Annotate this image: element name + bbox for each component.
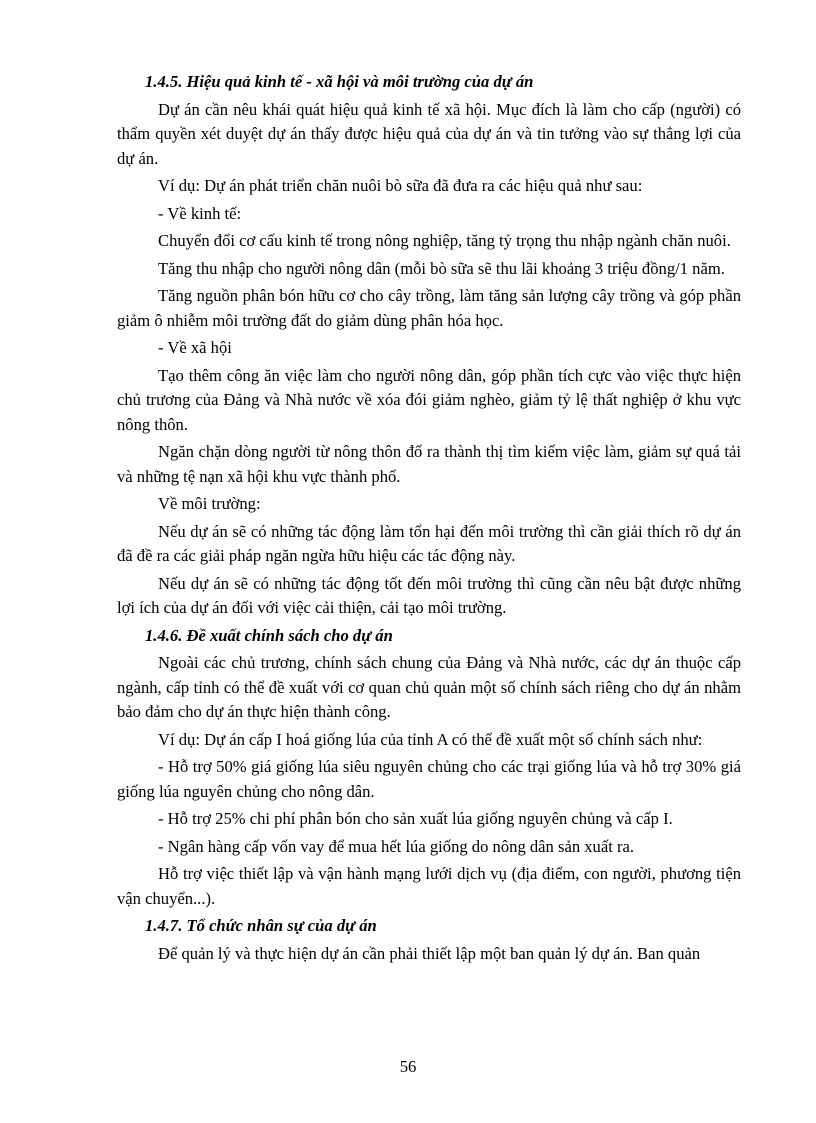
paragraph: - Về kinh tế: [158,203,242,223]
paragraph: Tạo thêm công ăn việc làm cho người nông dân, góp phần tích cực vào việc thực hiện chủ trương của Đảng và Nhà nước về xóa đói giảm nghèo, giảm tỷ lệ thất nghiệp ở khu vực nông thôn. [117,365,741,434]
paragraph: Để quản lý và thực hiện dự án cần phải thiết lập một ban quản lý dự án. Ban quản [158,943,701,963]
section-heading: 1.4.5. Hiệu quả kinh tế - xã hội và môi trường của dự án [145,72,534,91]
paragraph: Ví dụ: Dự án cấp I hoá giống lúa của tỉnh A có thể đề xuất một số chính sách như: [158,729,703,749]
paragraph: - Ngân hàng cấp vốn vay để mua hết lúa giống do nông dân sản xuất ra. [158,836,635,856]
section-1-4-7 [117,914,741,966]
paragraph: Ngăn chặn dòng người từ nông thôn đổ ra thành thị tìm kiếm việc làm, giảm sự quá tải và những tệ nạn xã hội khu vực thành phố. [117,442,741,486]
section-1-4-6 [117,624,741,912]
paragraph: Về môi trường: [158,494,261,513]
section-1-4-5 [117,70,741,621]
paragraph: Nếu dự án sẽ có những tác động làm tổn hại đến môi trường thì cần giải thích rõ dự án đã đề ra các giải pháp ngăn ngừa hữu hiệu các tác động này. [117,521,741,565]
paragraph: Ngoài các chủ trương, chính sách chung của Đảng và Nhà nước, các dự án thuộc cấp ngành, cấp tỉnh có thể đề xuất với cơ quan chủ quản một số chính sách riêng cho dự án nhằm bảo đảm cho dự án thực hiện thành công. [117,653,741,721]
paragraph: Hỗ trợ việc thiết lập và vận hành mạng lưới dịch vụ (địa điểm, con người, phương tiện vận chuyển...). [117,864,741,908]
paragraph: - Hỗ trợ 50% giá giống lúa siêu nguyên chủng cho các trại giống lúa và hỗ trợ 30% giá giống lúa nguyên chủng cho nông dân. [117,757,741,801]
paragraph: Dự án cần nêu khái quát hiệu quả kinh tế xã hội. Mục đích là làm cho cấp (người) có thẩm quyền xét duyệt dự án thấy được hiệu quả của dự án và tin tưởng vào sự thắng lợi của dự án. [117,99,741,168]
section-heading: 1.4.7. Tổ chức nhân sự của dự án [145,916,377,935]
paragraph: Chuyển đổi cơ cấu kinh tế trong nông nghiệp, tăng tỷ trọng thu nhập ngành chăn nuôi. [158,231,731,250]
section-heading: 1.4.6. Đề xuất chính sách cho dự án [145,625,393,645]
paragraph: Tăng thu nhập cho người nông dân (mỗi bò sữa sẽ thu lãi khoảng 3 triệu đồng/1 năm. [158,258,725,278]
paragraph: Nếu dự án sẽ có những tác động tốt đến môi trường thì cũng cần nêu bật được những lợi ích của dự án đối với việc cải thiện, cải tạo môi trường. [117,573,741,617]
paragraph: - Về xã hội [158,338,232,357]
page-content [117,70,741,969]
paragraph: Tăng nguồn phân bón hữu cơ cho cây trồng, làm tăng sản lượng cây trồng và góp phần giảm ô nhiễm môi trường đất do giảm dùng phân hóa học. [117,286,741,330]
page-number: 56 [399,1057,417,1076]
paragraph: Ví dụ: Dự án phát triển chăn nuôi bò sữa đã đưa ra các hiệu quả như sau: [158,176,643,195]
paragraph: - Hỗ trợ 25% chi phí phân bón cho sản xuất lúa giống nguyên chủng và cấp I. [158,809,673,828]
